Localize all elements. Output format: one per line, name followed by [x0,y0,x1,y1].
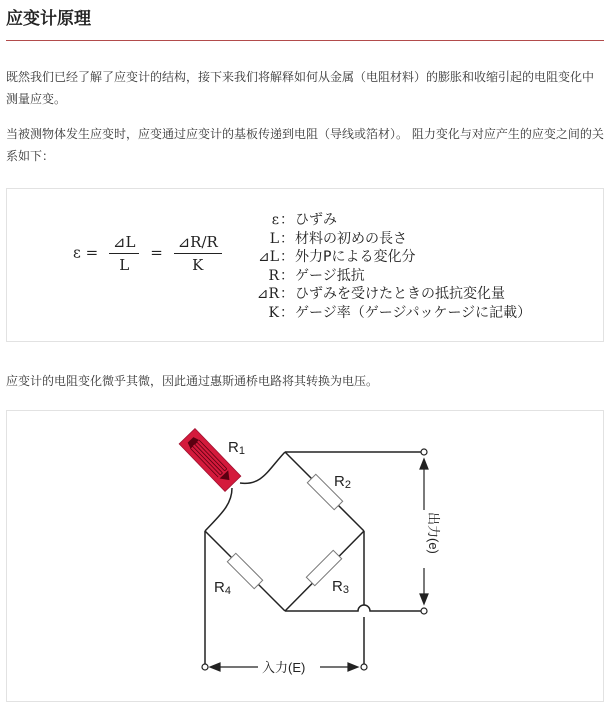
formula-eq-1: = [85,243,99,262]
output-terminal-bottom [421,608,427,614]
input-terminal-right [361,664,367,670]
legend-row: ⊿L：外力Pによる変化分 [257,249,416,265]
resistor-r4 [227,553,262,588]
formula-eq-2: = [150,243,163,262]
formula-lhs: ε [73,243,81,262]
fraction-numerator: ⊿R/R [174,233,222,254]
label-r1: R1 [228,439,245,457]
input-terminal-left [202,664,208,670]
legend-row: R：ゲージ抵抗 [268,267,365,284]
gauge-lead-top [240,452,285,483]
label-r2: R2 [334,473,351,491]
gauge-lead-left [205,488,232,531]
output-arrow-down-icon [420,594,428,604]
legend-row: L：材料の初めの長さ [269,230,407,247]
fraction-denominator: K [192,256,204,274]
paragraph-bridge: 应变计的电阻变化微乎其微，因此通过惠斯通桥电路将其转换为电压。 [6,374,379,388]
input-arrow-left-icon [210,663,220,671]
legend-row: ε：ひずみ [271,212,337,228]
label-input: 入力(E) [262,660,306,675]
input-arrow-right-icon [348,663,358,671]
label-output: 出力(e) [426,512,441,554]
paragraph-relation: 当被测物体发生应变时，应变通过应变计的基板传递到电阻（导线或箔材）。 阻力变化与对应产生的应变之间的关系如下： [6,127,604,163]
fraction-numerator: ⊿L [109,233,140,254]
legend-row: K：ゲージ率（ゲージパッケージに記載） [268,304,532,321]
page-title: 应变计原理 [6,9,91,29]
output-arrow-up-icon [420,459,428,469]
paragraph-intro: 既然我们已经了解了应变计的结构，接下来我们将解释如何从金属（电阻材料）的膨胀和收缩引起的电阻变化中测量应变。 [6,70,595,106]
label-r4: R4 [214,579,231,597]
legend-row: ⊿R：ひずみを受けたときの抵抗変化量 [256,286,505,302]
label-r3: R3 [332,578,349,596]
output-wire-bottom [285,605,421,611]
fraction-denominator: L [119,256,130,274]
output-terminal-top [421,449,427,455]
